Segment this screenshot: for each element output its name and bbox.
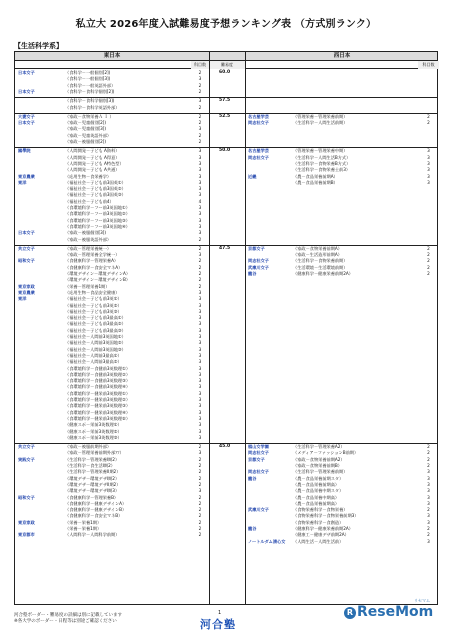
west-subject-count: 2 (427, 532, 430, 538)
east-subject-count: 3 (198, 403, 202, 409)
east-department: （食健康科学－管理栄養A） (65, 258, 119, 264)
east-department: （食環境科学－食健前3英数理④） (65, 384, 131, 390)
west-subject-count: 2 (427, 245, 430, 251)
east-department: （食環境科学－食健前3英数理②） (65, 371, 131, 377)
west-department: （生活科学－人間生活前期） (293, 120, 348, 126)
east-subject-count: 3 (198, 321, 202, 327)
east-subject-count: 3 (198, 334, 202, 339)
ranking-table (14, 51, 438, 605)
west-subject-count: 3 (427, 475, 430, 481)
east-subject-count: 3 (198, 211, 202, 217)
west-department: （農－食品栄養前期A） (293, 173, 338, 179)
west-university: ノートルダム清心女 (248, 538, 286, 544)
east-subject-count: 2 (198, 139, 202, 144)
difficulty-header: 難易度 (209, 61, 245, 69)
east-department: （福祉社会－人間前3英国地①） (65, 334, 126, 339)
east-subject-count: 2 (198, 264, 202, 270)
west-subject-count: 3 (427, 494, 430, 500)
east-department: （福祉社会－子ども前4） (65, 198, 114, 204)
east-subject-count: 3 (198, 365, 202, 371)
east-department: （家政－被服前期外部） (65, 444, 112, 450)
east-subject-count: 2 (198, 104, 202, 110)
east-subject-count: 3 (198, 340, 202, 346)
east-subject-count: 3 (198, 409, 202, 415)
page-number: 1 (218, 610, 222, 616)
west-university: 名古屋学芸 (248, 148, 269, 154)
east-department: （食科学－一般個別[2]) (65, 70, 111, 75)
footnote-line: ※各大学のボーダー・日程等は別途ご確認ください (14, 619, 117, 624)
east-subject-count: 2 (198, 82, 202, 88)
west-university: 武庫川女子 (248, 264, 269, 270)
east-university: 昭和女子 (18, 258, 35, 264)
west-department: （健康科学－健康栄養前期2A） (293, 271, 353, 276)
east-university: 東京家政 (18, 283, 35, 289)
west-department: （食物栄養科学－食物栄養前期3） (293, 513, 359, 519)
east-subject-count: 3 (198, 217, 202, 223)
east-department: （食科学－一般個別[3]) (65, 76, 111, 82)
table-header (15, 52, 437, 61)
east-department: （食環境科学－フー前3英国地④） (65, 223, 130, 229)
east-subject-count: 3 (198, 223, 202, 229)
resemom-logo-sub: リセマム (414, 598, 430, 603)
east-university: 東京都市 (18, 532, 35, 538)
west-subject-count: 3 (427, 500, 430, 506)
west-department: （生活環境－生活環境前期） (293, 264, 348, 270)
east-department: （健康スポ－栄前3英数理②） (65, 428, 122, 434)
east-department: （家政－児童英語外部） (65, 132, 112, 138)
east-department: （家政－管理栄養統一） (65, 245, 112, 251)
west-university: 龍谷 (248, 526, 257, 531)
east-subject-count: 3 (198, 378, 202, 384)
east-department: （食環境科学－健栄前3英数理③） (65, 403, 131, 409)
east-department: （食科学－一般英語外部） (65, 82, 116, 88)
east-department: （環境デザイン－環境デザインA） (65, 271, 131, 276)
east-subject-count: 2 (198, 271, 202, 276)
east-subject-count: 3 (198, 422, 202, 428)
east-department: （福祉社会－子ども前3最高①） (65, 315, 126, 321)
east-department: （食健康科学－食安全マネB） (65, 513, 123, 519)
west-department: （農－食品栄養中期高） (293, 494, 340, 500)
west-university: 龍谷 (248, 475, 257, 481)
east-department: （食環境科学－健栄前3英数理②） (65, 397, 131, 402)
east-department: （栄養－栄養1期） (65, 526, 102, 531)
west-department: （メディア－ファッションB前期） (293, 450, 359, 456)
difficulty-score: 52.5 (219, 113, 231, 119)
east-subject-count: 3 (198, 148, 202, 154)
east-department: （福祉社会－人間前3最高②） (65, 359, 122, 365)
west-subject-count: 2 (427, 271, 430, 276)
west-department: （家政－食物栄養前期B） (293, 463, 342, 468)
east-subject-count: 2 (198, 532, 202, 538)
east-university: 日本女子 (18, 70, 35, 75)
east-university: 昭和女子 (18, 494, 35, 500)
east-subject-count: 3 (198, 415, 202, 421)
east-university: 共立女子 (18, 444, 35, 450)
east-subject-count: 3 (198, 315, 202, 321)
west-subject-count: 2 (427, 113, 430, 119)
west-department: （生活科学－管理栄養前期） (293, 469, 348, 475)
west-subject-count: 3 (427, 481, 430, 487)
east-department: （福祉社会－人間前3英国地②） (65, 340, 126, 346)
east-department: （家政－児童個別[3]) (65, 126, 107, 132)
east-department: （福祉社会－子ども前3最高③） (65, 327, 126, 333)
west-subject-count: 3 (427, 519, 430, 525)
east-university: 東京農業 (18, 173, 35, 179)
east-department: （食健康科学－食安全マネA） (65, 264, 123, 270)
east-department: （食環境科学－フー前3英国地③） (65, 217, 130, 223)
west-subject-count: 3 (427, 538, 430, 544)
east-department: （応用生物－食栄養学） (65, 173, 112, 179)
east-department: （家政－被服個別[2]) (65, 139, 107, 144)
footnote-line: 河合塾ボーダー・難易度の詳細は別に記載しています (14, 613, 122, 618)
east-department: （栄養－栄養1期） (65, 519, 102, 525)
west-department: （生活科学－食物栄養前期） (293, 258, 348, 264)
east-university: 東京農業 (18, 289, 35, 295)
east-subject-count: 2 (198, 500, 202, 506)
east-subject-count: 3 (198, 308, 202, 314)
east-subject-count: 2 (198, 507, 202, 513)
east-subject-count: 2 (198, 245, 202, 251)
east-subject-count: 2 (198, 277, 202, 283)
east-subject-count: 2 (198, 132, 202, 138)
east-university: 東洋 (18, 296, 27, 302)
east-department: （栄養－管理栄養1期） (65, 283, 110, 289)
east-department: （環境デザ－環境デザI期2） (65, 475, 120, 481)
east-subject-count: 3 (198, 296, 202, 302)
west-university: 椙山女学園 (248, 444, 269, 450)
east-department: （福祉社会－人間前3英国地③） (65, 346, 126, 352)
east-subject-count: 2 (198, 481, 202, 487)
west-university: 同志社女子 (248, 154, 269, 160)
resemom-logo-text: ReseMom (357, 604, 434, 620)
west-department: （農－食品栄養前期高） (293, 500, 340, 506)
table-subheader (15, 61, 437, 69)
west-department: （生活科学－食物栄養B方式） (293, 160, 351, 166)
west-department: （人間生活－人間生活前） (293, 538, 344, 544)
east-subject-count: 3 (198, 327, 202, 333)
west-university: 京都女子 (248, 456, 265, 462)
west-subject-count: 2 (427, 463, 430, 468)
west-department: （食物栄養科学－食創造） (293, 519, 344, 525)
west-department: （農－食品栄養前期スタ） (293, 475, 344, 481)
east-department: （食環境科学－フー前3英国地①） (65, 205, 130, 210)
east-department: （福祉社会－子ども前3英①） (65, 296, 122, 302)
west-subject-count: 3 (427, 469, 430, 475)
west-subject-count: 2 (427, 456, 430, 462)
east-department: （食環境科学－健栄前3英数理⑤） (65, 415, 131, 421)
east-subject-count: 2 (198, 236, 202, 242)
east-subject-count: 3 (198, 205, 202, 210)
west-department: （家政－食物栄養前期A2） (293, 456, 345, 462)
east-subject-count: 2 (198, 70, 202, 75)
east-subject-count: 2 (198, 475, 202, 481)
west-department: （生活科学－人間生活B方式） (293, 154, 351, 160)
east-department: （食健康科学－健康デザインB） (65, 507, 127, 513)
east-department: （福祉社会－子ども前3国英③） (65, 192, 126, 198)
west-university: 龍谷 (248, 271, 257, 276)
east-subject-count: 3 (198, 371, 202, 377)
east-subject-count: 3 (198, 390, 202, 396)
east-department: （応用生物－食品安全健康） (65, 289, 120, 295)
east-subject-count: 2 (198, 258, 202, 264)
east-subject-count: 3 (198, 488, 202, 494)
west-department: （管理栄養－管理栄養前期） (293, 113, 348, 119)
east-university: 共立女子 (18, 245, 35, 251)
east-department: （食環境科学－フー前3英国地②） (65, 211, 130, 217)
east-university: 東京家政 (18, 519, 35, 525)
east-subject-count: 3 (198, 434, 202, 440)
east-subject-count: 3 (198, 359, 202, 365)
west-university: 京都女子 (248, 245, 265, 251)
resemom-mark-icon: R (344, 607, 356, 619)
east-subject-count: 3 (198, 289, 202, 295)
page-title: 私立大 2026年度入試難易度予想ランキング表 （方式別ランク） (75, 19, 377, 30)
east-department: （食環境科学－食健前3英数理③） (65, 378, 131, 384)
east-department: （環境デザイン－環境デザインB） (65, 277, 131, 283)
east-subject-count: 3 (198, 179, 202, 185)
east-subject-count: 3 (198, 397, 202, 402)
east-department: （家政－管理栄養前期外部ｱﾌ） (65, 450, 124, 456)
difficulty-score: 47.5 (219, 245, 231, 251)
east-subject-count: 3 (198, 302, 202, 308)
east-department: （家政－被服英語外部） (65, 236, 112, 242)
east-department: （環境デザ－環境デザII期2） (65, 481, 121, 487)
east-department: （食環境科学－食健前3英数理①） (65, 365, 131, 371)
west-subject-count: 2 (427, 450, 430, 456)
west-university: 同志社女子 (248, 258, 269, 264)
east-department: （環境デザ－環境デザI期3） (65, 488, 120, 494)
west-department: （食物栄養科学－食物栄養） (293, 507, 348, 513)
east-subjects-header: 科目数 (191, 61, 209, 69)
west-subject-count: 3 (427, 167, 430, 173)
east-department: （健康スポ－栄前3英数理③） (65, 434, 122, 440)
west-subject-count: 3 (427, 160, 430, 166)
east-university: 日本女子 (18, 88, 35, 94)
east-department: （福祉社会－子ども前3国英②） (65, 186, 126, 192)
east-university: 日本女子 (18, 120, 35, 126)
east-department: （生活科学－管理栄養II期2） (65, 469, 121, 475)
west-university: 近畿 (248, 173, 257, 179)
east-subject-count: 2 (198, 283, 202, 289)
east-department: （生活科学－管理栄養I期2） (65, 456, 120, 462)
east-department: （食健康科学－管理栄養B） (65, 494, 119, 500)
east-department: （生活科学－食生活I期2） (65, 463, 115, 468)
east-department: （人間開発－子ども A得意） (65, 154, 120, 160)
east-subject-count: 3 (198, 126, 202, 132)
west-subject-count: 3 (427, 173, 430, 179)
difficulty-score: 60.0 (219, 70, 231, 75)
east-subject-count: 3 (198, 167, 202, 173)
east-subject-count: 3 (198, 160, 202, 166)
east-subject-count: 3 (198, 252, 202, 258)
east-subject-count: 2 (198, 494, 202, 500)
west-subject-count: 2 (427, 264, 430, 270)
west-university: 同志社女子 (248, 120, 269, 126)
east-university: 東洋 (18, 179, 27, 185)
east-subject-count: 3 (198, 98, 202, 104)
section-label: 【生活科学系】 (14, 42, 63, 50)
east-subject-count: 3 (198, 450, 202, 456)
east-subject-count: 2 (198, 444, 202, 450)
east-subject-count: 3 (198, 186, 202, 192)
difficulty-score: 57.5 (219, 98, 231, 104)
east-department: （福祉社会－子ども前3国英①） (65, 179, 126, 185)
east-department: （食科学－食科学個別[2]) (65, 88, 115, 94)
east-subject-count: 3 (198, 154, 202, 160)
west-subject-count: 2 (427, 526, 430, 531)
west-subject-count: 3 (427, 488, 430, 494)
divider-west (245, 52, 246, 604)
east-subject-count: 3 (198, 230, 202, 236)
difficulty-score: 50.0 (219, 148, 231, 154)
west-subject-count: 3 (427, 179, 430, 185)
east-university: 國學院 (18, 148, 31, 154)
west-subject-count: 2 (427, 252, 430, 258)
resemom-logo (344, 604, 433, 620)
east-subject-count: 3 (198, 192, 202, 198)
divider-east (209, 52, 210, 604)
east-subject-count: 3 (198, 384, 202, 390)
west-subject-count: 3 (427, 148, 430, 154)
west-department: （農－食品栄養中期スタ） (293, 488, 344, 494)
east-department: （人間開発－子ども A共通） (65, 167, 120, 173)
west-department: （家政－食物栄養前期A） (293, 245, 342, 251)
west-university: 名古屋学芸 (248, 113, 269, 119)
east-department: （食環境科学－健栄前3英数理④） (65, 409, 131, 415)
east-department: （食科学－食科学英語外部） (65, 104, 120, 110)
west-department: （健康工－健康デザ前期2A） (293, 532, 349, 538)
west-department: （生活科学－食物栄養士前3） (293, 167, 351, 173)
east-subject-count: 3 (198, 352, 202, 358)
east-university: 実践女子 (18, 456, 35, 462)
west-department: （家政－生活造形前期A） (293, 252, 342, 258)
east-department: （家政－食物栄養Ａ Ｉ ） (65, 113, 114, 119)
west-subjects-header: 科目数 (418, 61, 439, 69)
east-subject-count: 2 (198, 113, 202, 119)
difficulty-score: 45.0 (219, 444, 231, 450)
east-department: （健康スポ－栄前3英数理①） (65, 422, 122, 428)
east-department: （福祉社会－子ども前3英②） (65, 302, 122, 308)
east-department: （人間開発－子ども A資料） (65, 148, 120, 154)
east-subject-count: 2 (198, 88, 202, 94)
east-header: 東日本 (103, 53, 121, 59)
west-department: （生活科学－管理栄養A2） (293, 444, 345, 450)
west-subject-count: 3 (427, 513, 430, 519)
west-department: （農－食品栄養前期B） (293, 179, 338, 185)
east-department: （家政－被服個別[3]) (65, 230, 107, 236)
west-subject-count: 3 (427, 154, 430, 160)
east-department: （家政－管理栄養全学統一） (65, 252, 120, 258)
west-subject-count: 2 (427, 120, 430, 126)
west-department: （農－食品栄養前期高） (293, 481, 340, 487)
kawaijuku-logo: 河合塾 (200, 618, 236, 631)
east-department: （食健康科学－健康デザインA） (65, 500, 127, 506)
east-subject-count: 2 (198, 469, 202, 475)
east-department: （食科学－食科学個別[3]) (65, 98, 115, 104)
east-subject-count: 3 (198, 173, 202, 179)
west-subject-count: 2 (427, 258, 430, 264)
east-subject-count: 2 (198, 463, 202, 468)
east-department: （福祉社会－子ども前3最高②） (65, 321, 126, 327)
east-subject-count: 2 (198, 519, 202, 525)
east-university: 日本女子 (18, 230, 35, 236)
west-department: （健康科学－健康栄養前期2A） (293, 526, 353, 531)
west-header: 西日本 (333, 53, 351, 59)
east-department: （家政－児童個別[2]) (65, 120, 107, 126)
west-subject-count: 2 (427, 444, 430, 450)
west-university: 同志社女子 (248, 469, 269, 475)
east-department: （人間開発－子ども A特色型） (65, 160, 124, 166)
footnote (14, 613, 122, 625)
east-department: （食環境科学－健栄前3英数理①） (65, 390, 131, 396)
east-subject-count: 2 (198, 513, 202, 519)
east-department: （福祉社会－子ども前3英③） (65, 308, 122, 314)
west-subject-count: 2 (427, 507, 430, 513)
east-university: 大妻女子 (18, 113, 35, 119)
west-university: 同志社女子 (248, 450, 269, 456)
east-department: （人間科学－人間科学前期） (65, 532, 120, 538)
east-subject-count: 3 (198, 428, 202, 434)
east-subject-count: 2 (198, 120, 202, 126)
west-university: 武庫川女子 (248, 507, 269, 513)
east-subject-count: 4 (198, 198, 202, 204)
east-subject-count: 3 (198, 346, 202, 352)
east-subject-count: 2 (198, 526, 202, 531)
east-subject-count: 3 (198, 76, 202, 82)
west-department: （管理栄養－管理栄養中期） (293, 148, 348, 154)
east-subject-count: 2 (198, 456, 202, 462)
east-department: （福祉社会－人間前3最高①） (65, 352, 122, 358)
